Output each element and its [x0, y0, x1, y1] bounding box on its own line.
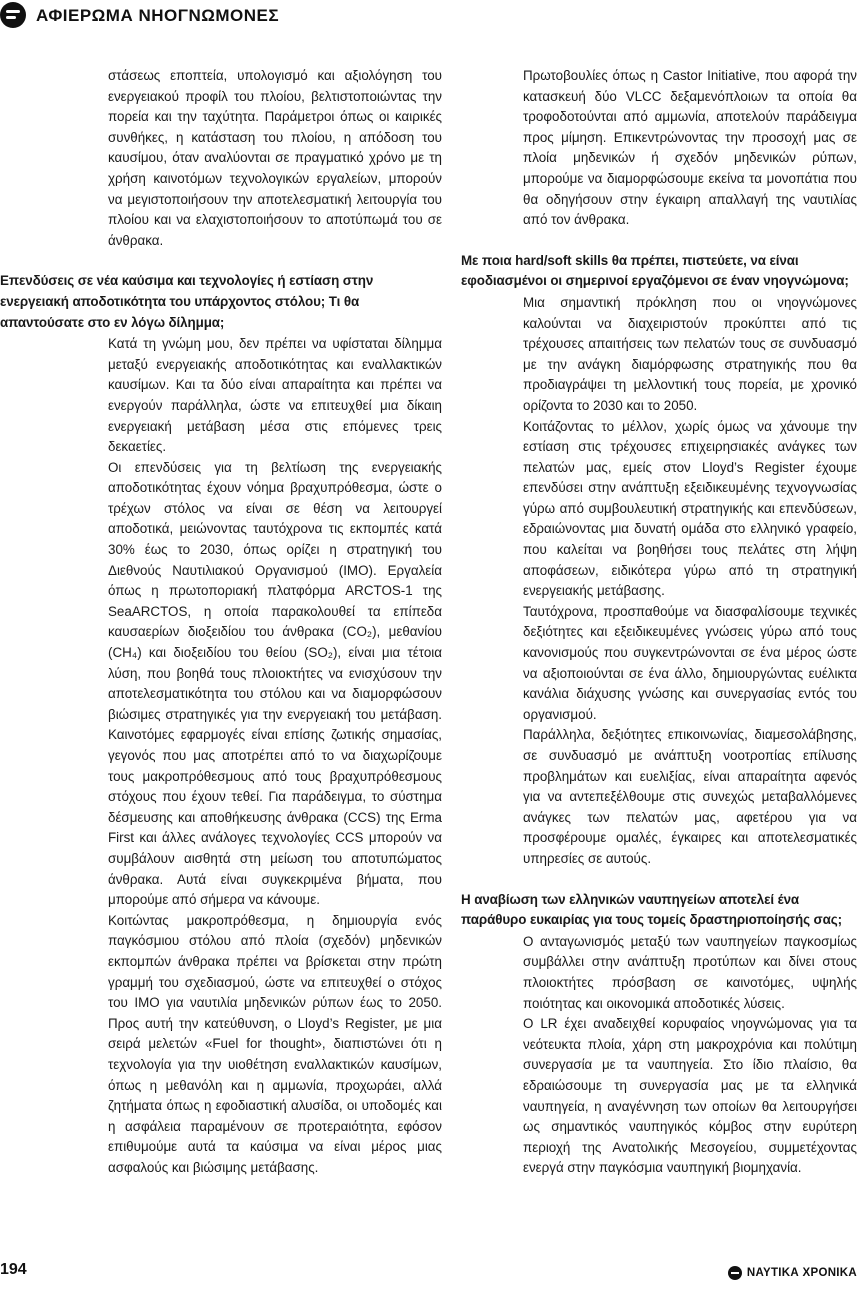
answer-paragraph: Μια σημαντική πρόκληση που οι νηογνώμονες καλούνται να διαχειριστούν προκύπτει από τις τρέχουσες απαιτήσεις των πελατών τους σε συνδυασμό με την ανάγκη διαμόρφωσης στρατηγικής που θα προδιαγράψει τη μελλοντική τους πορεία, με χρονικό ορίζοντα το 2030 και το 2050. [523, 294, 857, 413]
answer-paragraph: Οι επενδύσεις για τη βελτίωση της ενεργειακής αποδοτικότητας έχουν νόημα βραχυπρόθεσμα, ώστε ο τρέχων στόλος να είναι σε θέση να λειτουργεί αποδοτικά, μειώνοντας ταυτόχρονα τις εκπομπές κατά 30% έως το 2030, όπως ορίζει η στρατηγική του Διεθνούς Ναυτιλιακού Οργανισμού (IMO). Εργαλεία όπως η πρωτοποριακή πλατφόρμα ARCTOS-1 της SeaARCTOS, η οποία παρακολουθεί τα επίπεδα καυσαερίων διοξειδίου του άνθρακα (CO₂), μεθανίου (CH₄) και διοξειδίου του θείου (SO₂), είναι μια τέτοια λύση, που βοηθά τους πλοιοκτήτες να ενισχύσουν την αποτελεσματικότητα του στόλου και να διαμορφώσουν βιώσιμες στρατηγικές για την ενεργειακή του μετάβαση. Καινοτόμες εφαρμογές είναι επίσης ζωτικής σημασίας, γεγονός που μας αποτρέπει από το να διαχωρίζουμε τους μακροπρόθεσμους από τους βραχυπρόθεσμους στόχους που έχουν τεθεί. Για παράδειγμα, το σύστημα δέσμευσης και αποθήκευσης άνθρακα (CCS) της Erma First και άλλες ανάλογες τεχνολογίες CCS μπορούν να συμβάλουν αισθητά στη μείωση του αποτυπώματος άνθρακα. Αυτά είναι συγκεκριμένα βήματα, που μπορούμε από σήμερα να κάνουμε. [108, 459, 442, 908]
question-investments: Επενδύσεις σε νέα καύσιμα και τεχνολογίες ή εστίαση στην ενεργειακή αποδοτικότητα του υπάρχοντος στόλου; Τι θα απαντούσατε στο εν λόγω δίλημμα; [0, 273, 374, 330]
left-intro-paragraph: στάσεως εποπτεία, υπολογισμό και αξιολόγηση του ενεργειακού προφίλ του πλοίου, βελτιστοποιώντας την πορεία και την ταχύτητα. Παράμετροι όπως οι καιρικές συνθήκες, η κατάσταση του πλοίου, η απόδοση του καυσίμου, όταν αναλύονται σε πραγματικό χρόνο με τη χρήση καινοτόμων τεχνολογικών εργαλείων, μπορούν να μεγιστοποιήσουν την αποτελεσματική λειτουργία του πλοίου και να ελαχιστοποιήσουν το αποτύπωμά του σε άνθρακα. [108, 68, 442, 248]
question-skills: Με ποια hard/soft skills θα πρέπει, πιστεύετε, να είναι εφοδιασμένοι οι σημερινοί εργαζόμενοι σε έναν νηογνώμονα; [461, 252, 849, 289]
page-number: 194 [0, 1261, 27, 1278]
answer-paragraph: Παράλληλα, δεξιότητες επικοινωνίας, διαμεσολάβησης, σε συνδυασμό με ανάπτυξη νοοτροπίας επίλυσης προβλημάτων και ευελιξίας, είναι απαραίτητα αφενός για να αντεπεξέλθουμε στις συνεχώς μεταβαλλόμενες ανάγκες των πελατών μας, αφετέρου για να προσφέρουμε ομαλές, έγκαιρες και αποτελεσματικές υπηρεσίες σε αυτούς. [523, 727, 857, 866]
footer-brand [728, 1264, 857, 1282]
answer-paragraph: Ο LR έχει αναδειχθεί κορυφαίος νηογνώμονας για τα νεότευκτα πλοία, χάρη στη μακροχρόνια και πολύτιμη συνεργασία με τα ναυπηγεία. Στο ίδιο πλαίσιο, θα εδραιώσουμε τη συνεργασία μας με τα ελληνικά ναυπηγεία, η αναγέννηση των οποίων θα λειτουργήσει ως σημαντικός ναυπηγικός κόμβος στην ευρύτερη περιοχή της Ανατολικής Μεσογείου, συμμετέχοντας ενεργά στην παγκόσμια ναυπηγική βιομηχανία. [523, 1016, 857, 1176]
brand-logo-icon [728, 1266, 742, 1280]
left-column [0, 66, 442, 1178]
answer-paragraph: Ταυτόχρονα, προσπαθούμε να διασφαλίσουμε τεχνικές δεξιότητες και εξειδικευμένες γνώσεις γύρω από τους κανονισμούς που συγκεντρώνονται σε ένα μέρος ώστε να αξιοποιούνται σε ένα άλλο, δημιουργώντας ευέλικτα κανάλια διάχυσης γνώσης και συνεργασίας εντός του οργανισμού. [523, 603, 857, 722]
brand-name: ΝΑΥΤΙΚΑ ΧΡΟΝΙΚΑ [746, 1267, 857, 1279]
magazine-logo-icon [0, 2, 26, 28]
question-shipyards: Η αναβίωση των ελληνικών ναυπηγείων αποτελεί ένα παράθυρο ευκαιρίας για τους τομείς δραστηριοποίησής σας; [461, 891, 842, 928]
page-header [0, 0, 857, 34]
answer-paragraph: Κοιτώντας μακροπρόθεσμα, η δημιουργία ενός παγκόσμιου στόλου από πλοία (σχεδόν) μηδενικών εκπομπών άνθρακα πρέπει να βρίσκεται στην πρώτη γραμμή του σχεδιασμού, ώστε να επιτευχθεί ο στόχος του IMO για ναυτιλία μηδενικών ρύπων έως το 2050. Προς αυτή την κατεύθυνση, ο Lloyd’s Register, με μια σειρά μελετών «Fuel for thought», διαπιστώνει ότι η τεχνολογία για την υιοθέτηση εναλλακτικών καυσίμων, όπως η μεθανόλη και η αμμωνία, προχωράει, αλλά ζητήματα όπως η εφοδιαστική αλυσίδα, οι υποδομές και η ασφάλεια παραμένουν σε προτεραιότητα, εφόσον επιθυμούμε αυτά τα καύσιμα να είναι μέρος μιας ασφαλούς και βιώσιμης μετάβασης. [108, 912, 442, 1175]
answer-paragraph: Ο ανταγωνισμός μεταξύ των ναυπηγείων παγκοσμίως συμβάλλει στην ανάπτυξη προτύπων και δίνει στους πλοιοκτήτες πρόσβαση σε καινοτόμες, υψηλής ποιότητας και οικονομικά αποδοτικές λύσεις. [523, 933, 857, 1011]
answer-paragraph: Κατά τη γνώμη μου, δεν πρέπει να υφίσταται δίλημμα μεταξύ ενεργειακής αποδοτικότητας και εναλλακτικών καυσίμων. Και τα δύο είναι απαραίτητα και πρέπει να ενεργούν παράλληλα, ώστε να επιτευχθεί μια δίκαιη ενεργειακή μετάβαση μέσα στις επόμενες τρεις δεκαετίες. [108, 336, 442, 455]
section-title: ΑΦΙΕΡΩΜΑ ΝΗΟΓΝΩΜΟΝΕΣ [36, 6, 280, 25]
answer-paragraph: Κοιτάζοντας το μέλλον, χωρίς όμως να χάνουμε την εστίαση στις τρέχουσες επιχειρησιακές ανάγκες των πελατών μας, εμείς στον Lloyd’s Register έχουμε επενδύσει στην ανάπτυξη εξειδικευμένης τεχνογνωσίας γύρω από συμβουλευτική στρατηγικής και επενδύσεων, εδραιώνοντας μια δυνατή ομάδα στο ελληνικό γραφείο, που καλείται να βοηθήσει τους πελάτες στη λήψη αποφάσεων, ειδικότερα γύρω από τη στρατηγική ενεργειακής μετάβασης. [523, 418, 857, 599]
right-intro-paragraph: Πρωτοβουλίες όπως η Castor Initiative, που αφορά την κατασκευή δύο VLCC δεξαμενόπλοιων τα οποία θα τροφοδοτούνται από αμμωνία, αποτελούν παράδειγμα προς μίμηση. Επικεντρώνοντας την προσοχή μας σε πλοία μηδενικών ή σχεδόν μηδενικών ρύπων, μπορούμε να διαμορφώσουμε εκείνα τα μονοπάτια που θα οδηγήσουν στην έγκαιρη απαλλαγή της ναυτιλίας από τον άνθρακα. [523, 68, 857, 228]
right-column [461, 66, 857, 1179]
